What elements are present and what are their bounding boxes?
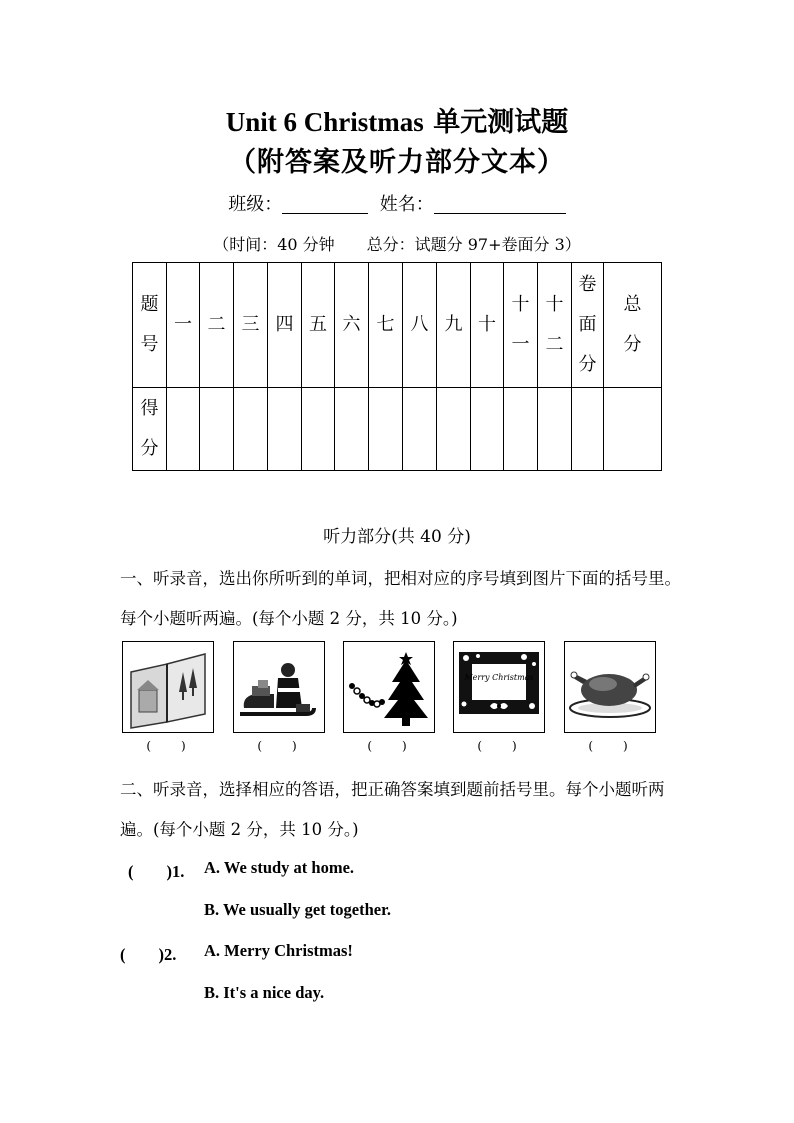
book-icon [122, 641, 214, 733]
santa-sleigh-icon [233, 641, 325, 733]
score-cell[interactable] [268, 388, 302, 471]
column-header: 一 [167, 263, 200, 388]
score-table [132, 262, 662, 471]
score-cell[interactable] [538, 388, 572, 471]
time-info: （时间：40 分钟 总分：试题分 97+卷面分 3） [213, 235, 581, 254]
class-field[interactable] [282, 193, 368, 214]
title-chinese: 单元测试题 [433, 107, 569, 138]
score-cell[interactable] [369, 388, 403, 471]
name-field[interactable] [434, 193, 566, 214]
answer-paren[interactable]: ( ) [146, 739, 188, 753]
score-cell[interactable] [504, 388, 538, 471]
answer-paren[interactable]: ( ) [588, 739, 630, 753]
picture-row [122, 641, 662, 756]
score-cell[interactable] [335, 388, 369, 471]
score-cell[interactable] [302, 388, 335, 471]
page-subtitle: （附答案及听力部分文本） [229, 147, 565, 178]
question-2-option-a: A. Merry Christmas! [204, 941, 353, 960]
question-1-number[interactable]: ( )1. [128, 862, 185, 881]
question-2-number[interactable]: ( )2. [120, 945, 177, 964]
column-header-total: 总 分 [604, 263, 662, 388]
column-header: 九 [437, 263, 471, 388]
column-header: 七 [369, 263, 403, 388]
question-1-option-b: B. We usually get together. [204, 900, 392, 919]
answer-paren[interactable]: ( ) [477, 739, 519, 753]
score-cell[interactable] [471, 388, 504, 471]
score-cell[interactable] [572, 388, 604, 471]
column-header: 三 [234, 263, 268, 388]
page-title [0, 100, 794, 139]
column-header: 十 二 [538, 263, 572, 388]
column-header: 八 [403, 263, 437, 388]
column-header: 五 [302, 263, 335, 388]
roast-turkey-icon [564, 641, 656, 733]
card-text: Merry Christmas [464, 673, 534, 682]
column-header: 六 [335, 263, 369, 388]
score-cell[interactable] [167, 388, 200, 471]
column-header: 十 [471, 263, 504, 388]
score-cell-total[interactable] [604, 388, 662, 471]
column-header-neatness: 卷 面 分 [572, 263, 604, 388]
question-2-option-b: B. It's a nice day. [204, 983, 325, 1002]
student-info-line [0, 190, 794, 216]
question-1-option-a: A. We study at home. [204, 858, 355, 877]
answer-paren[interactable]: ( ) [367, 739, 409, 753]
question-number-label: 题 号 [133, 263, 167, 388]
score-table-header-row [133, 263, 662, 388]
christmas-tree-icon [343, 641, 435, 733]
name-label: 姓名： [379, 194, 434, 215]
score-cell[interactable] [200, 388, 234, 471]
score-cell[interactable] [437, 388, 471, 471]
answer-paren[interactable]: ( ) [257, 739, 299, 753]
score-cell[interactable] [234, 388, 268, 471]
score-cell[interactable] [403, 388, 437, 471]
score-table-score-row [133, 388, 662, 471]
part1-instruction: 一、听录音，选出你所听到的单词，把相对应的序号填到图片下面的括号里。每个小题听两遍。(每个小题 2 分，共 10 分。) [120, 569, 681, 628]
score-label: 得 分 [133, 388, 167, 471]
class-label: 班级： [228, 194, 283, 215]
title-english: Unit 6 Christmas [225, 107, 424, 137]
column-header: 二 [200, 263, 234, 388]
merry-christmas-card-icon [453, 641, 545, 733]
column-header: 四 [268, 263, 302, 388]
listening-section-title: 听力部分(共 40 分) [323, 527, 471, 547]
part2-instruction: 二、听录音，选择相应的答语，把正确答案填到题前括号里。每个小题听两遍。(每个小题 2 分，共 10 分。) [120, 780, 665, 839]
column-header: 十 一 [504, 263, 538, 388]
